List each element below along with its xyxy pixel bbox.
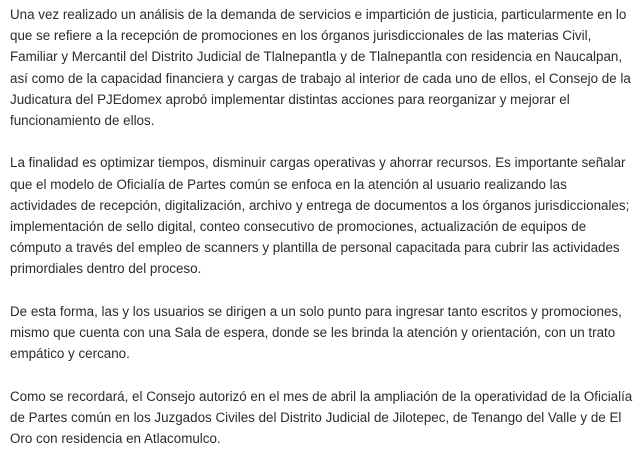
paragraph-single-point: De esta forma, las y los usuarios se dirigen a un solo punto para ingresar tanto escritos y promociones, mismo que cuenta con una Sala de espera, donde se les brinda la atención y orientación, con un trato empático y cercano. [10,303,622,362]
article-body [10,4,634,449]
paragraph-expansion: Como se recordará, el Consejo autorizó en el mes de abril la ampliación de la operatividad de la Oficialía de Partes común en los Juzgados Civiles del Distrito Judicial de Jilotepec, de Tenango del Valle y de El Oro con residencia en Atlacomulco. [10,388,633,447]
paragraph-analysis: Una vez realizado un análisis de la demanda de servicios e impartición de justicia, particularmente en lo que se refiere a la recepción de promociones en los órganos jurisdiccionales de las materias Civil, Familiar y Mercantil del Distrito Judicial de Tlalnepantla y de Tlalnepantla con residencia en Naucalpan, así como de la capacidad financiera y cargas de trabajo al interior de cada uno de ellos, el Consejo de la Judicatura del PJEdomex aprobó implementar distintas acciones para reorganizar y mejorar el funcionamiento de ellos. [10,7,631,129]
paragraph-purpose: La finalidad es optimizar tiempos, disminuir cargas operativas y ahorrar recursos. Es importante señalar que el modelo de Oficialía de Partes común se enfoca en la atención al usuario realizando las actividades de recepción, digitalización, archivo y entrega de documentos a los órganos jurisdiccionales; implementación de sello digital, conteo consecutivo de promociones, actualización de equipos de cómputo a través del empleo de scanners y plantilla de personal capacitada para cubrir las actividades primordiales dentro del proceso. [10,155,630,277]
